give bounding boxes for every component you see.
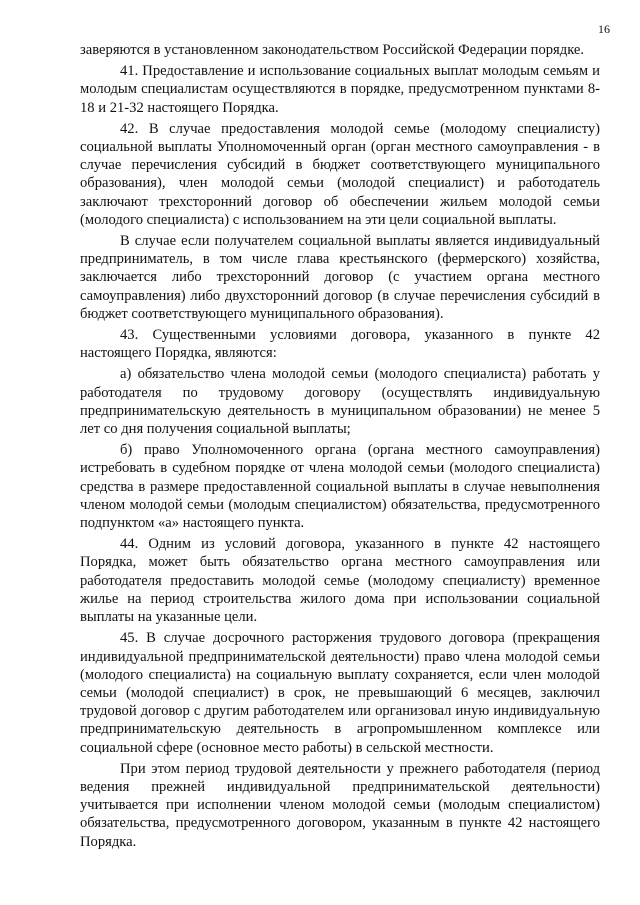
paragraph-42-entrepreneur: В случае если получателем социальной выплаты является индивидуальный предприниматель, в том числе глава крестьянского (фермерского) хозяйства, заключается либо трехсторонний договор (с участием органа местного самоуправления) либо двухсторонний договор (в случае перечисления субсидий в бюджет соответствующего муниципального образования). <box>80 233 600 322</box>
paragraph-45: 45. В случае досрочного расторжения трудового договора (прекращения индивидуальной предпринимательской деятельности) право члена молодой семьи (молодого специалиста) на социальную выплату сохраняется, если член молодой семьи (молодой специалист) в срок, не превышающий 6 месяцев, заключил трудовой договор с другим работодателем или организовал иную индивидуальную предпринимательскую деятельность в агропромышленном комплексе или социальной сфере (основное место работы) в сельской местности. <box>80 630 600 756</box>
paragraph-42: 42. В случае предоставления молодой семье (молодому специалисту) социальной выплаты Уполномоченный орган (орган местного самоуправления - в случае перечисления субсидий в бюджет соответствующего муниципального образования), член молодой семьи (молодой специалист) и работодатель заключают трехсторонний договор об обеспечении жильем молодой семьи (молодого специалиста) с использованием на эти цели социальной выплаты. <box>80 120 600 228</box>
paragraph-continuation: заверяются в установленном законодательством Российской Федерации порядке. <box>80 42 585 58</box>
paragraph-44: 44. Одним из условий договора, указанного в пункте 42 настоящего Порядка, может быть обязательство органа местного самоуправления или работодателя предоставить молодой семье (молодому специалисту) временное жилье на период строительства жилого дома при использовании социальной выплаты на указанные цели. <box>80 536 600 626</box>
paragraph-45-continuation: При этом период трудовой деятельности у прежнего работодателя (период ведения прежней индивидуальной предпринимательской деятельности) учитывается при исполнении членом молодой семьи (молодым специалистом) обязательства, предусмотренного договором, указанным в пункте 42 настоящего Порядка. <box>80 760 600 850</box>
paragraph-41: 41. Предоставление и использование социальных выплат молодым семьям и молодым специалистам осуществляются в порядке, предусмотренном пунктами 8-18 и 21-32 настоящего Порядка. <box>80 63 600 116</box>
paragraph-43-a: а) обязательство члена молодой семьи (молодого специалиста) работать у работодателя по трудовому договору (осуществлять индивидуальную предпринимательскую деятельность в муниципальном образовании) не менее 5 лет со дня получения социальной выплаты; <box>80 366 600 438</box>
document-body <box>80 41 600 851</box>
paragraph-43: 43. Существенными условиями договора, указанного в пункте 42 настоящего Порядка, являются: <box>80 327 600 362</box>
paragraph-43-b: б) право Уполномоченного органа (органа местного самоуправления) истребовать в судебном порядке от члена молодой семьи (молодого специалиста) средства в размере предоставленной социальной выплаты в случае невыполнения членом молодой семьи (молодым специалистом) обязательства, предусмотренного подпунктом «а» настоящего пункта. <box>80 442 600 532</box>
page-number: 16 <box>598 22 610 36</box>
